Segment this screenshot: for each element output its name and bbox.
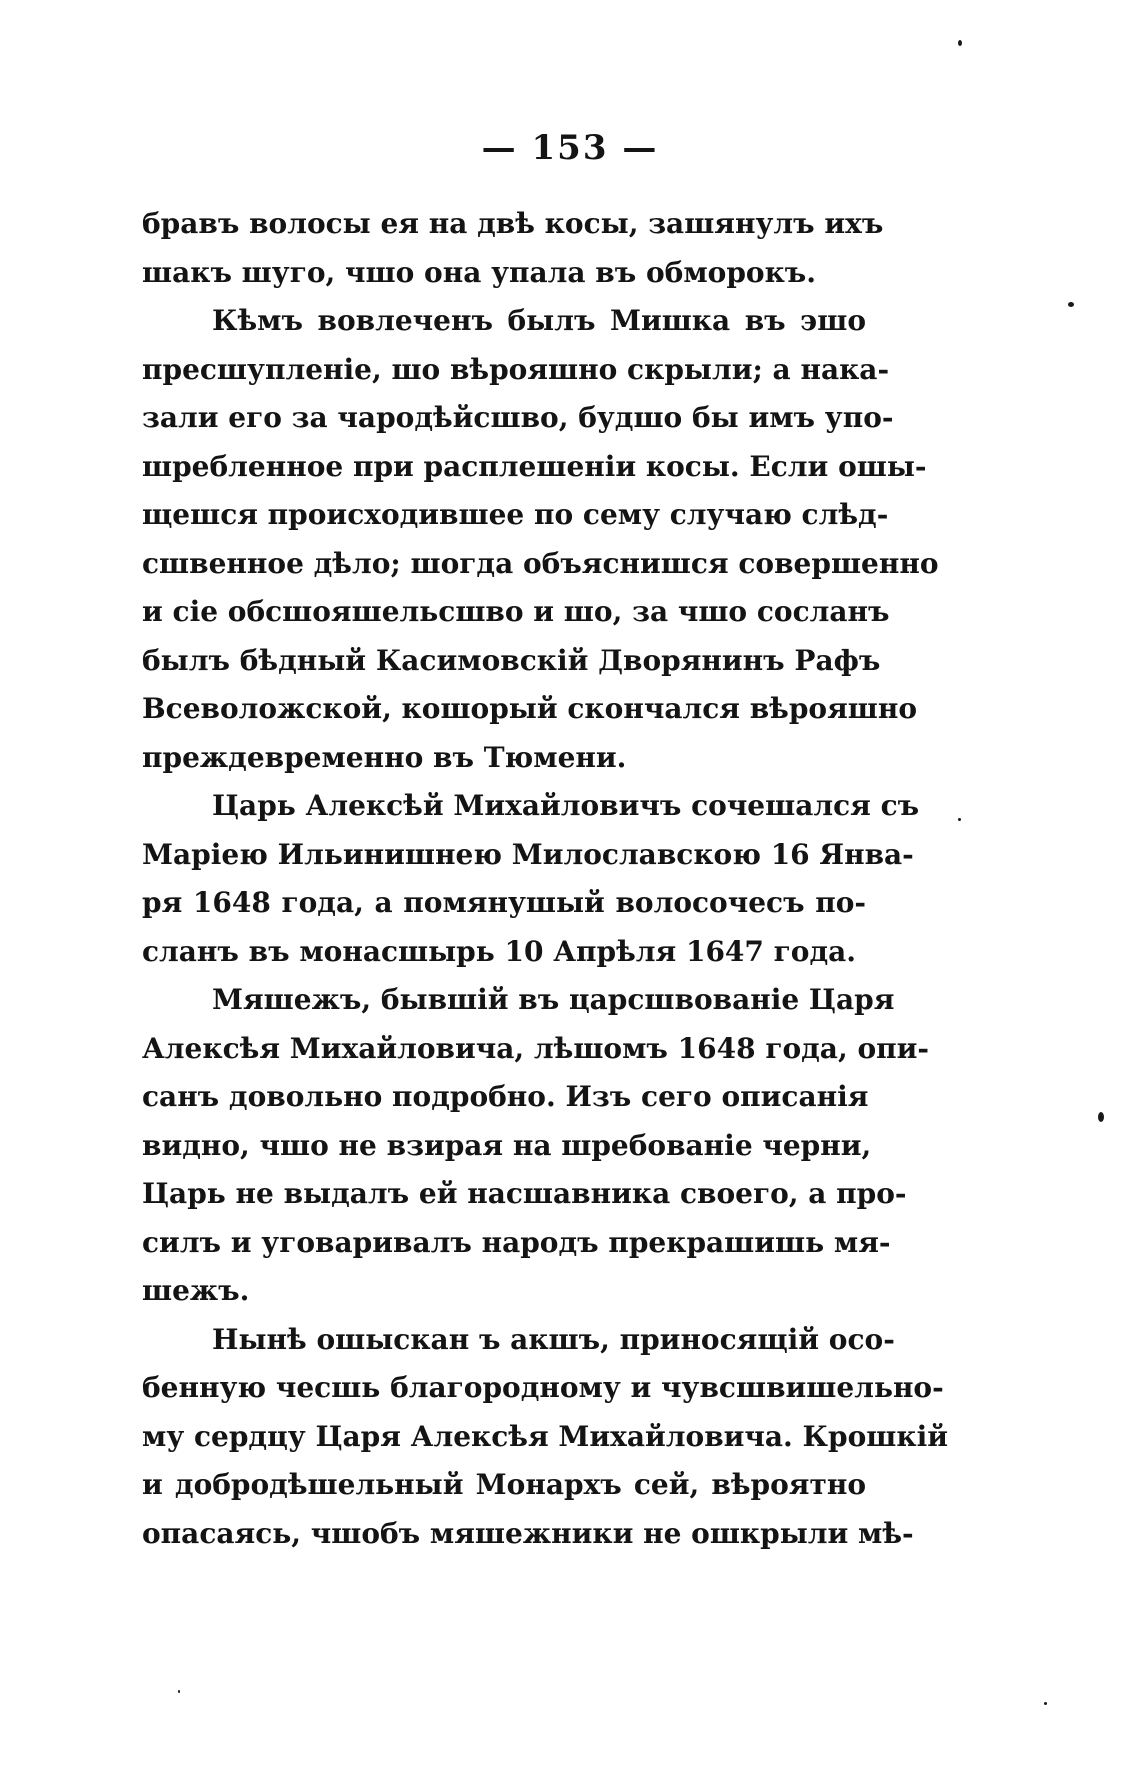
scan-speck bbox=[1044, 1702, 1047, 1705]
text-line: санъ довольно подробно. Изъ сего описанія bbox=[142, 1080, 869, 1113]
text-line: щешся происходившее по сему случаю слѣд- bbox=[142, 498, 889, 531]
text-line: Кѣмъ вовлеченъ былъ Мишка въ эшо bbox=[212, 304, 866, 337]
text-line: и сіе обсшояшельсшво и шо, за чшо сосланъ bbox=[142, 595, 890, 628]
text-line: Царь не выдалъ ей насшавника своего, а про- bbox=[142, 1177, 907, 1210]
text-line: шребленное при расплешеніи косы. Если ошы- bbox=[142, 449, 927, 483]
text-line: ря 1648 года, а помянушый волосочесъ по- bbox=[142, 886, 866, 919]
text-line: Алексѣя Михайловича, лѣшомъ 1648 года, опи- bbox=[142, 1031, 930, 1065]
text-line: бравъ волосы ея на двѣ косы, зашянулъ ихъ bbox=[142, 207, 884, 240]
text-line: пресшупленіе, шо вѣрояшно скрыли; а нака- bbox=[142, 352, 890, 386]
text-line: шакъ шуго, чшо она упала въ обморокъ. bbox=[142, 255, 817, 289]
text-line: опасаясь, чшобъ мяшежники не ошкрыли мѣ- bbox=[142, 1516, 914, 1550]
text-line: Маріею Ильинишнею Милославскою 16 Янва- bbox=[142, 837, 914, 871]
text-line: му сердцу Царя Алексѣя Михайловича. Крошкій bbox=[142, 1419, 948, 1453]
text-line: сшвенное дѣло; шогда объяснишся совершенно bbox=[142, 546, 939, 580]
scan-speck bbox=[1098, 1112, 1104, 1122]
scan-speck bbox=[178, 1690, 180, 1693]
text-line: и добродѣшельный Монархъ сей, вѣроятно bbox=[142, 1468, 866, 1501]
text-line: силъ и уговаривалъ народъ прекрашишь мя- bbox=[142, 1225, 891, 1259]
text-line: бенную чесшь благородному и чувсшвишельно- bbox=[142, 1371, 944, 1404]
text-line: Мяшежъ, бывшій въ царсшвованіе Царя bbox=[212, 983, 895, 1016]
text-line: сланъ въ монасшырь 10 Апрѣля 1647 года. bbox=[142, 934, 857, 968]
text-line: шежъ. bbox=[142, 1274, 250, 1307]
scan-speck bbox=[1068, 302, 1074, 307]
text-line: Нынѣ ошыскан ъ акшъ, приносящій осо- bbox=[212, 1322, 895, 1356]
scan-speck bbox=[958, 818, 961, 821]
text-line: Царь Алексѣй Михайловичъ сочешался съ bbox=[212, 789, 920, 822]
text-line: преждевременно въ Тюмени. bbox=[142, 740, 627, 774]
body-text bbox=[142, 200, 948, 1558]
page-number: — 153 — bbox=[481, 128, 659, 168]
scan-speck bbox=[958, 40, 962, 46]
text-line: былъ бѣдный Касимовскій Дворянинъ Рафъ bbox=[142, 643, 881, 677]
text-line: зали его за чародѣйсшво, будшо бы имъ упо- bbox=[142, 401, 894, 434]
text-line: Всеволожской, кошорый скончался вѣрояшно bbox=[142, 692, 918, 725]
text-line: видно, чшо не взирая на шребованіе черни, bbox=[142, 1128, 872, 1162]
